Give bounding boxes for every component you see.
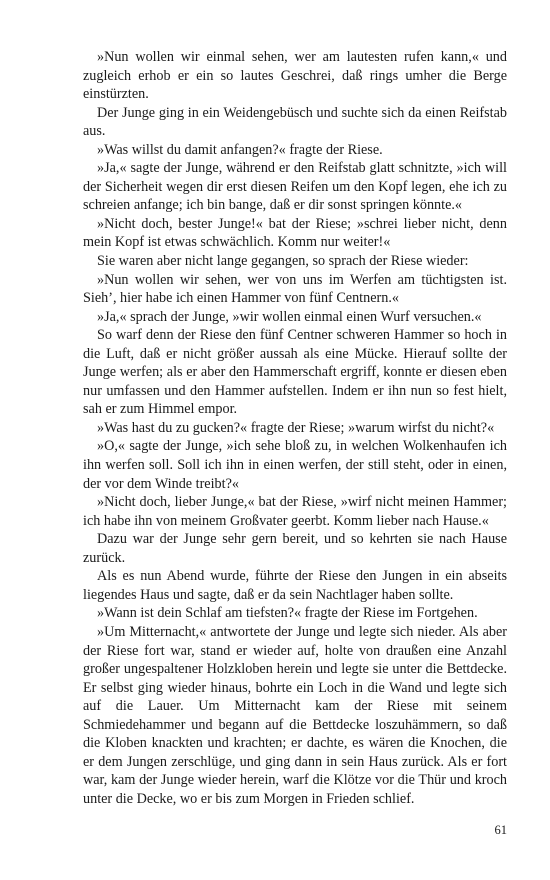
paragraph-7: »Nun wollen wir sehen, wer von uns im Werfen am tüchtigsten ist. Sieh’, hier habe ich einen Hammer von fünf Centnern.«: [83, 271, 507, 307]
paragraph-14: Als es nun Abend wurde, führte der Riese den Jungen in ein abseits liegendes Haus und sagte, daß er da sein Nachtlager haben sollte.: [83, 568, 507, 603]
body-text: [83, 48, 507, 808]
paragraph-12: »Nicht doch, lieber Junge,« bat der Riese, »wirf nicht meinen Hammer; ich habe ihn von meinem Großvater geerbt. Komm lieber nach Hause.«: [83, 494, 507, 529]
paragraph-2: Der Junge ging in ein Weidengebüsch und suchte sich da einen Reifstab aus.: [83, 104, 507, 140]
paragraph-15: »Wann ist dein Schlaf am tiefsten?« fragte der Riese im Fortgehen.: [97, 605, 478, 622]
paragraph-6: Sie waren aber nicht lange gegangen, so sprach der Riese wieder:: [97, 253, 469, 270]
page-number: 61: [494, 823, 507, 837]
paragraph-10: »Was hast du zu gucken?« fragte der Riese; »warum wirfst du nicht?«: [97, 419, 495, 436]
paragraph-16: »Um Mitternacht,« antwortete der Junge und legte sich nieder. Als aber der Riese fort war, stand er wieder auf, holte von draußen eine Anzahl großer ungespaltener Holzkloben herein und legte sie unter die Bettdecke. Er selbst ging wieder hinaus, bohrte ein Loch in die Wand und legte sich auf die Lauer. Um Mitternacht kam der Riese mit seinem Schmiedehammer und begann auf die Bettdecke loszuhämmern, so daß die Kloben knackten und krachten; er dachte, es wären die Knochen, die er dem Jungen zerschlüge, und ging dann in sein Haus zurück. Als er fort war, kam der Junge wieder herein, warf die Klötze vor die Thür und kroch unter die Decke, wo er bis zum Morgen in Frieden schlief.: [83, 623, 507, 807]
paragraph-9: So warf denn der Riese den fünf Centner schweren Hammer so hoch in die Luft, daß er nicht größer aussah als eine Mücke. Hierauf sollte der Junge werfen; als er aber den Hammerschaft ergriff, konnte er diesen eben nur umfassen und den Hammer aufstellen. Indem er ihn nun so fest hielt, sah er zum Himmel empor.: [83, 327, 507, 418]
paragraph-4: »Ja,« sagte der Junge, während er den Reifstab glatt schnitzte, »ich will der Sicherheit wegen dir erst diesen Reifen um den Kopf legen, ehe ich zu schreien anfange; ich bin bange, daß er dir sonst springen könnte.«: [83, 160, 507, 214]
paragraph-11: »O,« sagte der Junge, »ich sehe bloß zu, in welchen Wolkenhaufen ich ihn werfen soll. Soll ich ihn in einen werfen, der still steht, oder in einen, der vor dem Winde treibt?«: [83, 438, 507, 492]
paragraph-1: »Nun wollen wir einmal sehen, wer am lautesten rufen kann,« und zugleich erhob er ein so lautes Geschrei, daß rings umher die Berge einstürzten.: [83, 49, 507, 103]
paragraph-13: Dazu war der Junge sehr gern bereit, und so kehrten sie nach Hause zurück.: [83, 531, 507, 566]
paragraph-8: »Ja,« sprach der Junge, »wir wollen einmal einen Wurf versuchen.«: [97, 308, 482, 325]
paragraph-5: »Nicht doch, bester Junge!« bat der Riese; »schrei lieber nicht, denn mein Kopf ist etwas schwächlich. Komm nur weiter!«: [83, 215, 507, 251]
paragraph-3: »Was willst du damit anfangen?« fragte der Riese.: [97, 141, 383, 158]
